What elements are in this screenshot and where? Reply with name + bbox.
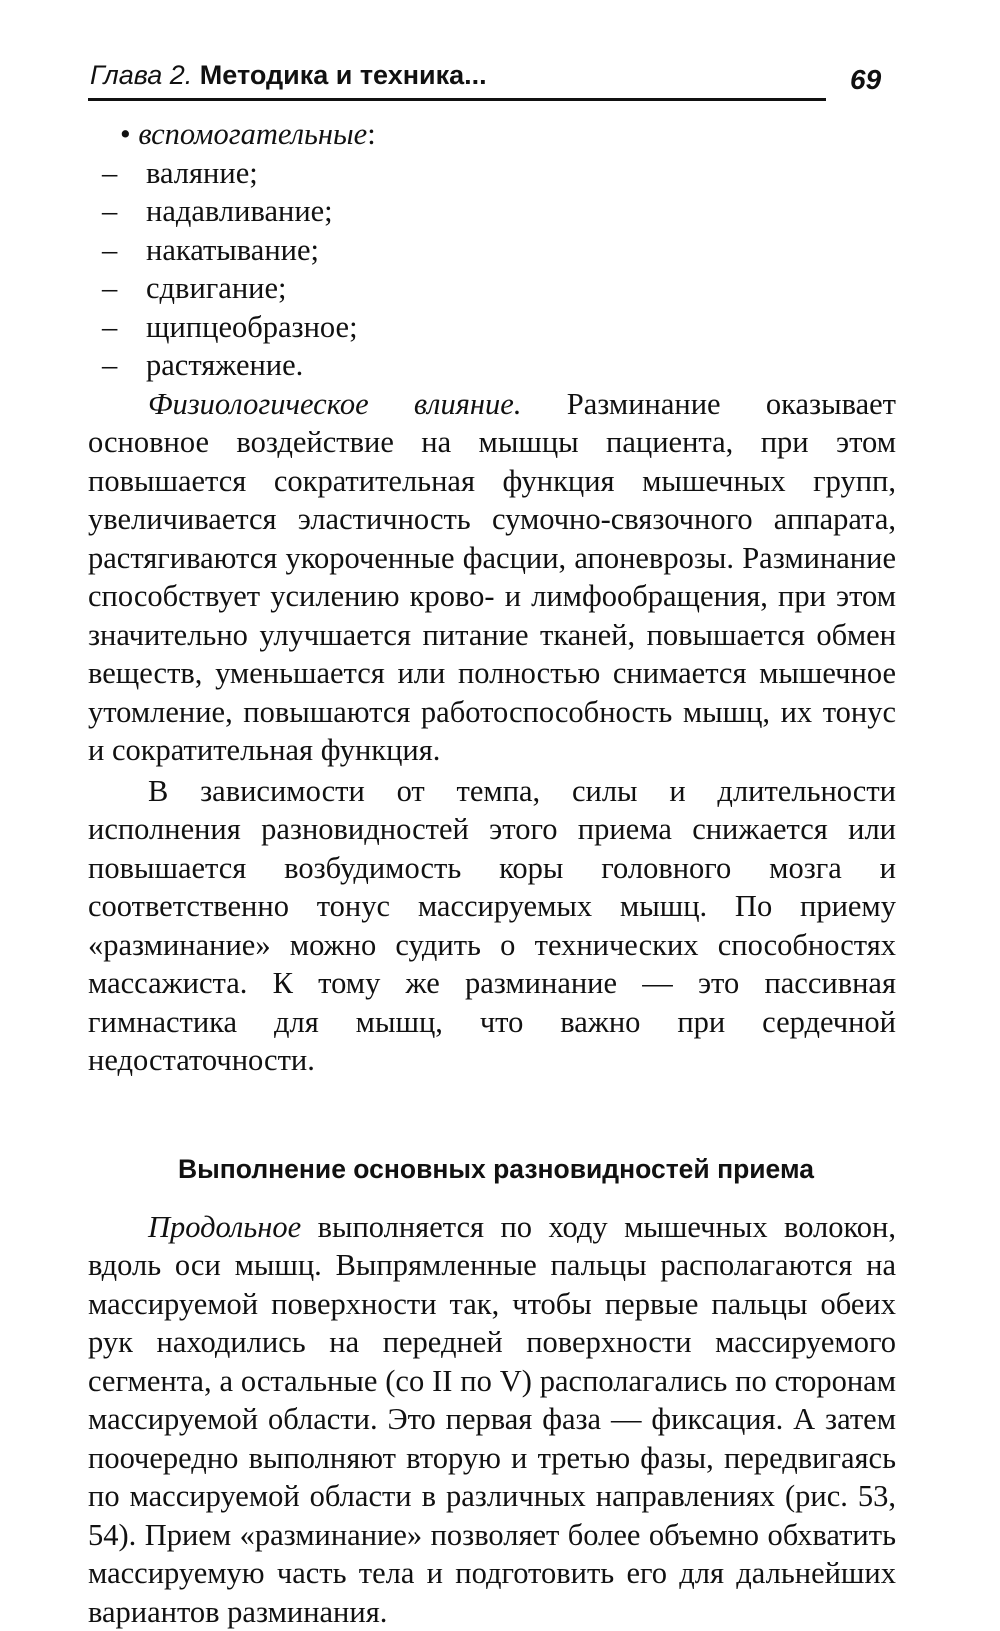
list-item [88, 269, 896, 308]
technique-list [88, 115, 896, 385]
list-item [88, 192, 896, 231]
list-item [88, 154, 896, 193]
dash-icon: – [102, 346, 146, 385]
running-header-title [90, 60, 487, 91]
bullet-label: вспомогательные [138, 117, 367, 151]
chapter-label: Глава 2. [90, 60, 192, 90]
section-label: Методика и техника... [200, 60, 487, 90]
dash-icon: – [102, 154, 146, 193]
page-number: 69 [850, 64, 881, 96]
list-item [88, 308, 896, 347]
dash-icon: – [102, 269, 146, 308]
dash-icon: – [102, 308, 146, 347]
paragraph-longitudinal [88, 1208, 896, 1631]
paragraph-text: выполняется по ходу мышечных волокон, вдоль оси мышц. Выпрямленные пальцы располагаются на массируемой поверхности так, чтобы первые пальцы обеих рук находились на передней поверхности массируемого сегмента, а остальные (со II по V) располагались по сторонам массируемой области. Это первая фаза — фиксация. А затем поочередно выполняют вторую и третью фазы, передвигаясь по массируемой области в различных направлениях (рис. 53, 54). Прием «разминание» позволяет более объемно обхватить массируемую часть тела и подготовить его для дальнейших вариантов разминания. [88, 1210, 896, 1629]
list-item-text: растяжение. [146, 348, 303, 382]
list-item [88, 346, 896, 385]
bullet-suffix: : [367, 117, 375, 151]
body-text [88, 115, 896, 1631]
dash-icon: – [102, 192, 146, 231]
paragraph-text: В зависимости от темпа, силы и длительности исполнения разновидностей этого приема снижается или повышается возбудимость коры головного мозга и соответственно тонус массируемых мышц. По приему «разминание» можно судить о технических способностях массажиста. К тому же разминание — это пассивная гимнастика для мышц, что важно при сердечной недостаточности. [88, 774, 896, 1078]
dash-icon: – [102, 231, 146, 270]
paragraph-lead: Продольное [148, 1210, 301, 1244]
paragraph-physiological-effect [88, 385, 896, 770]
list-item-text: валяние; [146, 156, 258, 190]
paragraph-text: Разминание оказывает основное воздействие на мышцы пациента, при этом повышается сократительная функция мышечных групп, увеличивается эластичность сумочно-связочного аппарата, растягиваются укороченные фасции, апоневрозы. Разминание способствует усилению крово- и лимфообращения, при этом значительно улучшается питание тканей, повышается обмен веществ, уменьшается или полностью снимается мышечное утомление, повышаются работоспособность мышц, их тонус и сократительная функция. [88, 387, 896, 768]
book-page [88, 50, 896, 1631]
bullet-icon: • [120, 117, 131, 151]
list-item-text: щипцеобразное; [146, 310, 358, 344]
list-item-text: надавливание; [146, 194, 333, 228]
list-bullet-item [88, 115, 896, 154]
paragraph-lead: Физиологическое влияние. [148, 387, 521, 421]
paragraph-tempo [88, 772, 896, 1080]
list-item-text: сдвигание; [146, 271, 286, 305]
list-item-text: накатывание; [146, 233, 319, 267]
list-item [88, 231, 896, 270]
running-header [88, 50, 826, 101]
section-heading: Выполнение основных разновидностей приема [88, 1152, 896, 1186]
